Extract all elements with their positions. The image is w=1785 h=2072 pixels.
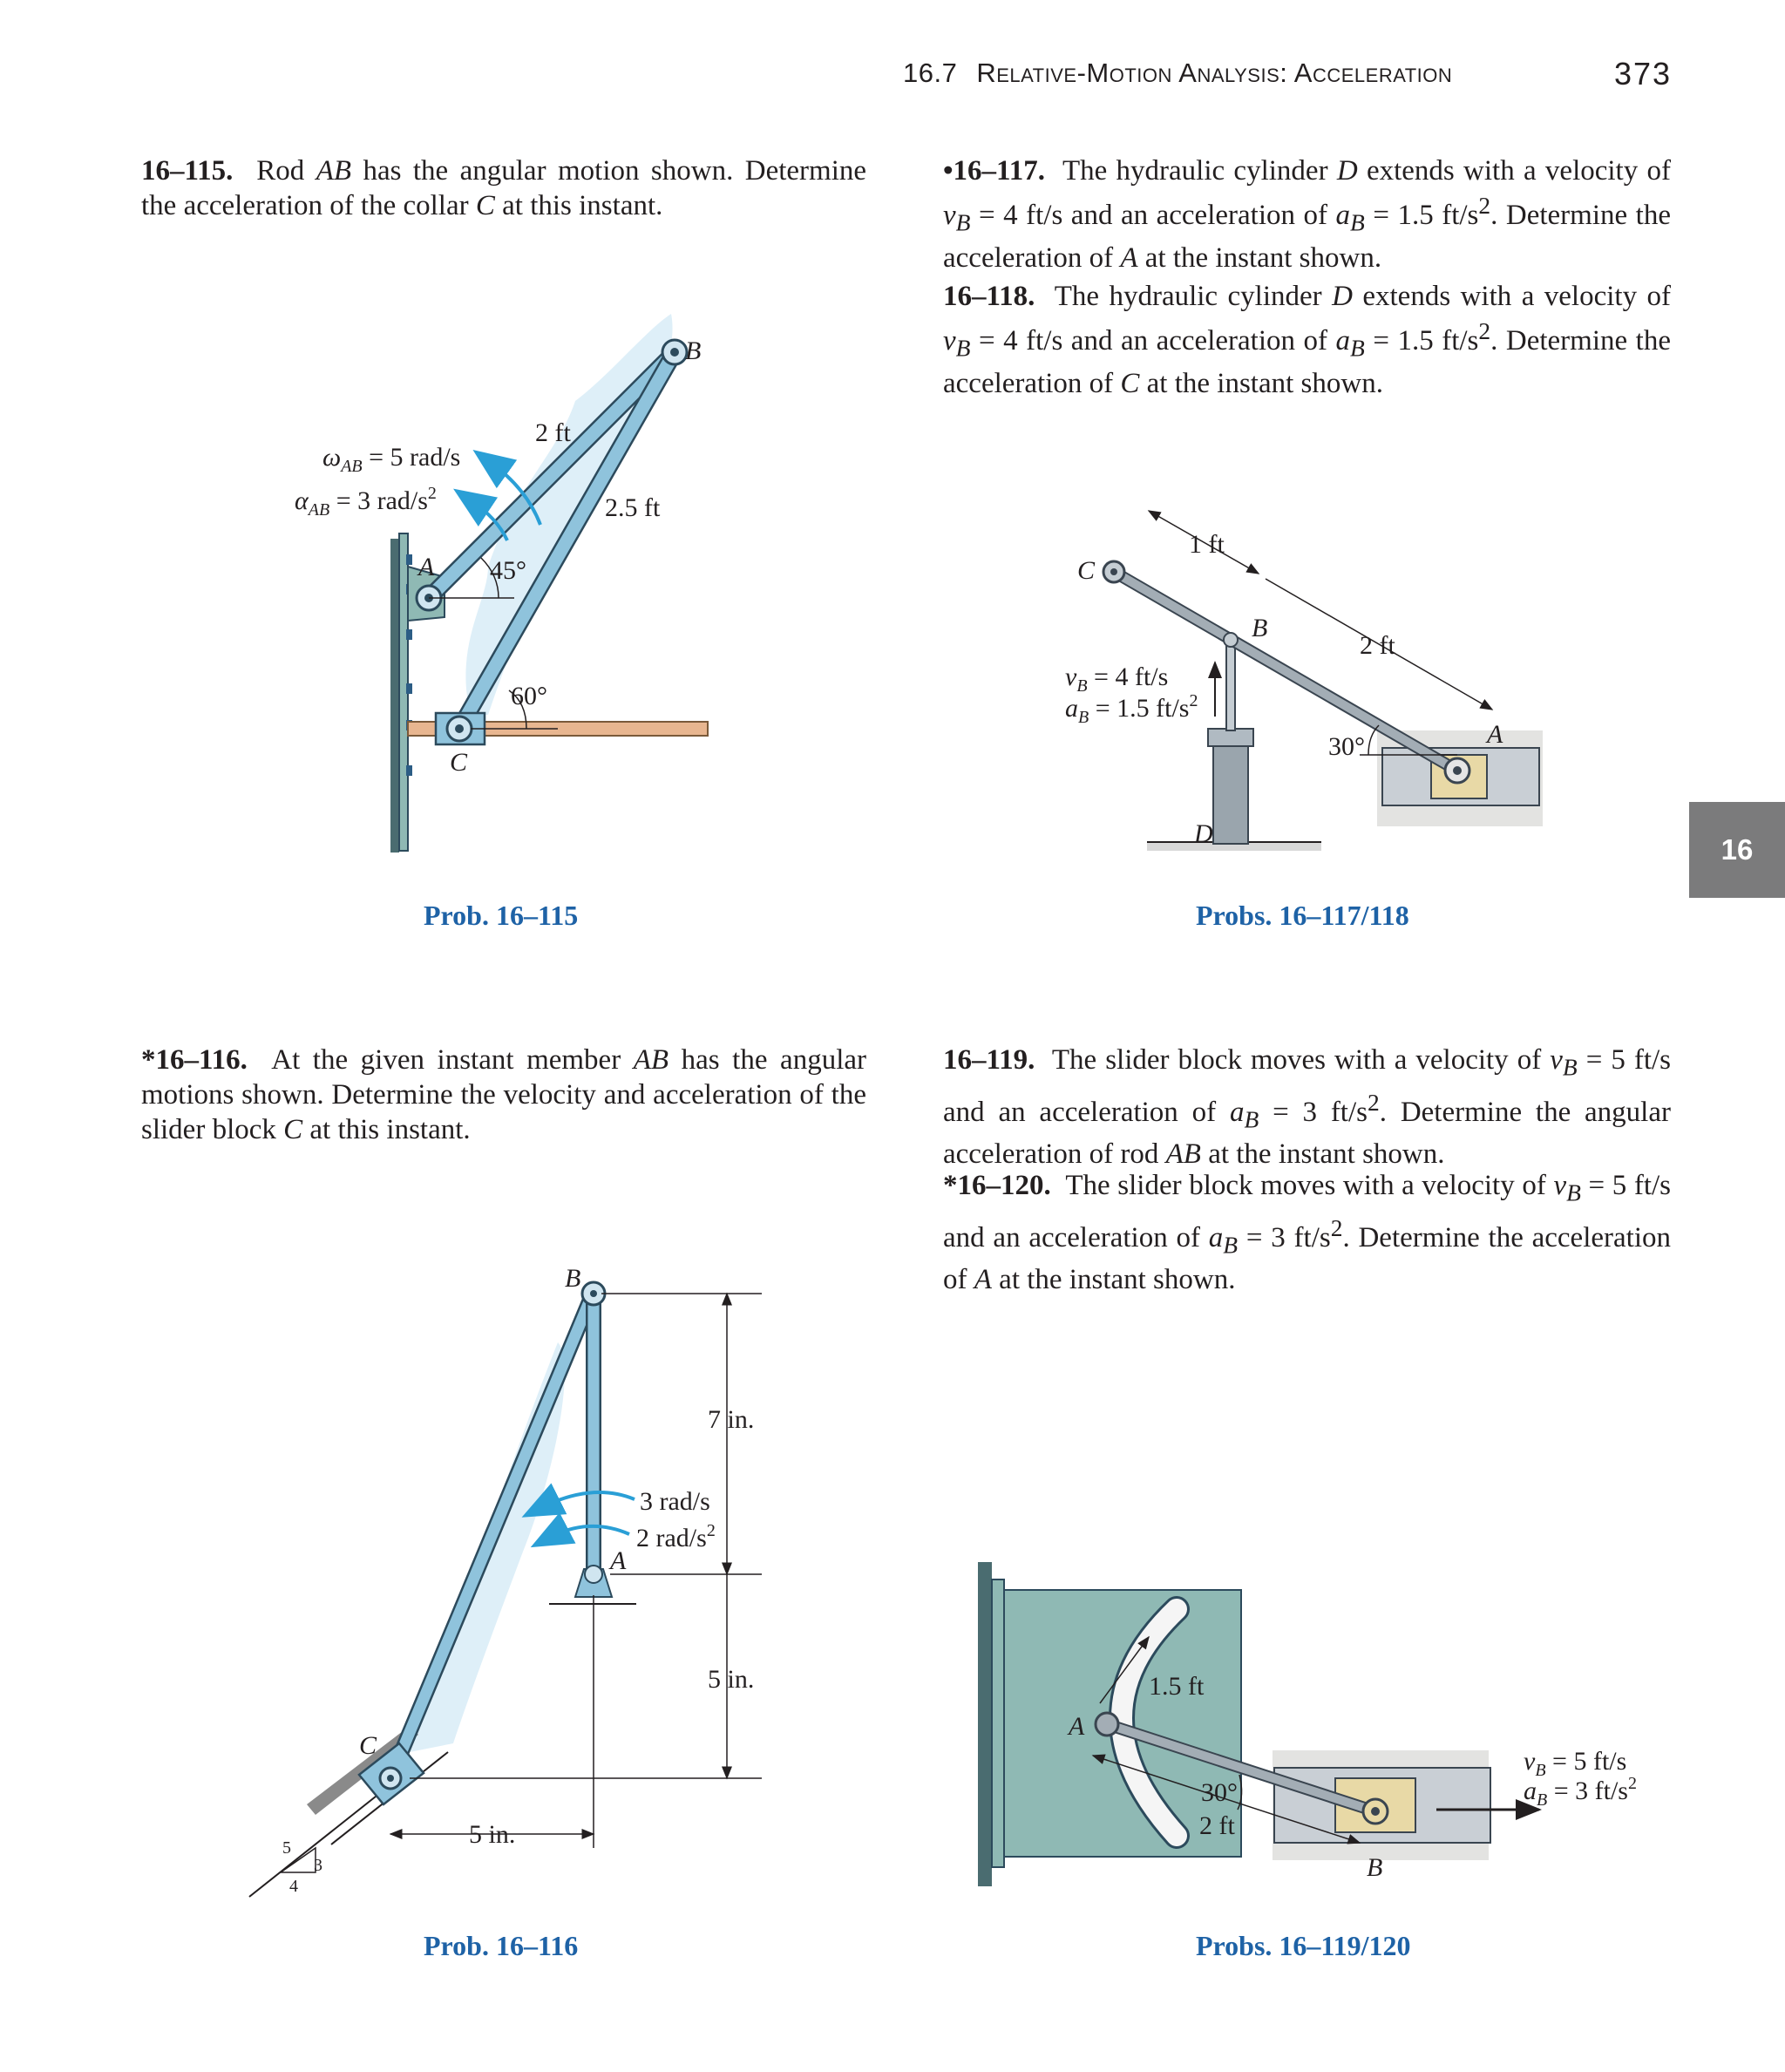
- variable: AB: [316, 155, 352, 187]
- variable: D: [1336, 155, 1358, 187]
- exponent: 2: [1478, 192, 1491, 219]
- value: = 3 ft/s: [1259, 1096, 1368, 1128]
- problem-text: at this instant.: [494, 190, 663, 221]
- problem-text: . Determine the angular acceleration of rod: [943, 1096, 1671, 1171]
- problem-text: Rod: [256, 155, 316, 187]
- problem-text: at this instant.: [302, 1114, 471, 1145]
- problem-text: . Determine the acceleration of: [943, 1221, 1671, 1296]
- label-a: A: [418, 553, 435, 581]
- subscript: B: [955, 334, 971, 362]
- variable: A: [974, 1264, 992, 1296]
- problem-text: at the instant shown.: [1139, 367, 1383, 399]
- variable: A: [1120, 241, 1138, 274]
- variable: a: [1335, 325, 1350, 357]
- variable: AB: [633, 1044, 669, 1076]
- variable: v: [943, 325, 956, 357]
- problem-text: The hydraulic cylinder: [1062, 155, 1337, 187]
- wall-plate: [992, 1579, 1004, 1867]
- problem-number: *16–116.: [141, 1044, 248, 1076]
- variable: C: [475, 190, 495, 221]
- section-number: 16.7: [903, 58, 958, 88]
- problem-text: extends with a velocity of: [1357, 155, 1671, 187]
- label-b: B: [565, 1264, 581, 1293]
- variable: C: [1120, 367, 1140, 399]
- label-a: A: [610, 1546, 627, 1575]
- figure-caption-116: Prob. 16–116: [424, 1930, 579, 1961]
- label-a: A: [1487, 720, 1503, 749]
- label-dim-5in-horizontal: 5 in.: [469, 1820, 516, 1849]
- exponent: 2: [1330, 1213, 1343, 1241]
- chapter-tab: 16: [1689, 802, 1785, 898]
- subscript: B: [955, 208, 971, 236]
- subscript: B: [1566, 1179, 1581, 1206]
- problem-text: at the instant shown.: [1200, 1138, 1445, 1171]
- label-angle-30: 30°: [1328, 732, 1365, 761]
- variable: C: [283, 1114, 303, 1145]
- exponent: 2: [1368, 1088, 1380, 1116]
- label-b: B: [685, 336, 702, 365]
- label-vb: $v_B = 5$ ft/s: [1524, 1747, 1627, 1780]
- problem-text: has the angular motions shown. Determine the velocity and acceleration of the slider block: [141, 1044, 866, 1145]
- label-c: C: [1077, 556, 1096, 585]
- variable: v: [943, 200, 956, 231]
- subscript: B: [1350, 208, 1365, 236]
- label-length-ab: 2 ft: [535, 418, 571, 447]
- subscript: B: [1562, 1053, 1578, 1081]
- wall: [978, 1562, 992, 1886]
- problem-text: The slider block moves with a velocity of: [1051, 1044, 1551, 1076]
- figure-caption-119-120: Probs. 16–119/120: [1196, 1930, 1411, 1961]
- problem-text: at the instant shown.: [1137, 241, 1382, 274]
- problem-number: •16–117.: [943, 155, 1045, 187]
- label-d: D: [1194, 819, 1213, 848]
- value: = 1.5 ft/s: [1364, 325, 1479, 357]
- problem-number: *16–120.: [943, 1170, 1051, 1201]
- value: = 1.5 ft/s: [1364, 200, 1479, 231]
- label-length-1ft: 1 ft: [1189, 530, 1225, 559]
- label-angle-30: 30°: [1201, 1778, 1238, 1807]
- subscript: B: [1244, 1105, 1259, 1133]
- page-number: 373: [1614, 56, 1673, 92]
- variable: D: [1332, 281, 1353, 312]
- label-angle-60: 60°: [511, 682, 547, 710]
- value: = 5 ft/s and an acceleration of: [943, 1044, 1671, 1128]
- label-c: C: [359, 1731, 377, 1760]
- problem-text: has the angular motion shown. Determine the acceleration of the collar: [141, 155, 867, 221]
- label-radius: 1.5 ft: [1149, 1672, 1205, 1701]
- label-length-2ft: 2 ft: [1360, 631, 1395, 660]
- label-vb: $v_B = 4$ ft/s: [1065, 662, 1169, 696]
- variable: a: [1208, 1221, 1224, 1253]
- label-slope-5: 5: [282, 1838, 291, 1858]
- variable: a: [1335, 200, 1350, 231]
- label-alpha: 2 rad/$s^2$: [636, 1521, 716, 1552]
- problem-text: The slider block moves with a velocity of: [1065, 1170, 1554, 1201]
- label-a: A: [1069, 1712, 1085, 1741]
- label-length-2ft: 2 ft: [1199, 1811, 1235, 1840]
- label-slope-4: 4: [289, 1877, 298, 1896]
- problem-text: extends with a velocity of: [1352, 281, 1672, 312]
- problem-number: 16–119.: [943, 1044, 1035, 1076]
- label-omega: 3 rad/s: [640, 1487, 710, 1516]
- label-ab: $a_B = 3$ $ft/s^2$: [1524, 1774, 1637, 1810]
- problem-text: . Determine the acceleration of: [943, 200, 1671, 274]
- label-c: C: [450, 748, 468, 777]
- value: = 5 ft/s and an acceleration of: [943, 1170, 1672, 1253]
- label-dim-5in-vertical: 5 in.: [708, 1665, 755, 1694]
- label-angle-45: 45°: [490, 556, 526, 585]
- label-omega: $\omega_{AB} = 5$ rad/s: [322, 443, 461, 476]
- figure-caption-115: Prob. 16–115: [424, 900, 579, 931]
- label-slope-3: 3: [314, 1856, 322, 1875]
- problem-text: at the instant shown.: [991, 1264, 1236, 1296]
- label-b: B: [1367, 1853, 1383, 1882]
- pin-b: [1363, 1799, 1388, 1824]
- section-title: Relative-Motion Analysis: Acceleration: [976, 58, 1453, 88]
- subscript: B: [1350, 334, 1365, 362]
- variable: v: [1553, 1170, 1567, 1201]
- problem-text: . Determine the acceleration of: [943, 325, 1671, 399]
- variable: AB: [1165, 1138, 1201, 1171]
- variable: a: [1229, 1096, 1245, 1128]
- problem-number: 16–115.: [141, 155, 234, 187]
- problem-number: 16–118.: [943, 281, 1035, 312]
- label-length-bc: 2.5 ft: [605, 493, 661, 522]
- figure-caption-117-118: Probs. 16–117/118: [1196, 900, 1409, 931]
- problem-text: The hydraulic cylinder: [1054, 281, 1333, 312]
- label-dim-7in: 7 in.: [708, 1405, 755, 1434]
- value: = 4 ft/s and an acceleration of: [970, 325, 1336, 357]
- label-b: B: [1252, 614, 1268, 642]
- label-alpha: $\alpha_{AB} = 3$ rad/$s^2$: [295, 484, 437, 520]
- exponent: 2: [1478, 317, 1491, 344]
- problem-text: At the given instant member: [271, 1044, 634, 1076]
- variable: v: [1550, 1044, 1563, 1076]
- value: = 4 ft/s and an acceleration of: [970, 200, 1336, 231]
- label-ab: $a_B = 1.5$ $ft/s^2$: [1065, 691, 1198, 727]
- value: = 3 ft/s: [1238, 1221, 1331, 1253]
- subscript: B: [1223, 1231, 1239, 1259]
